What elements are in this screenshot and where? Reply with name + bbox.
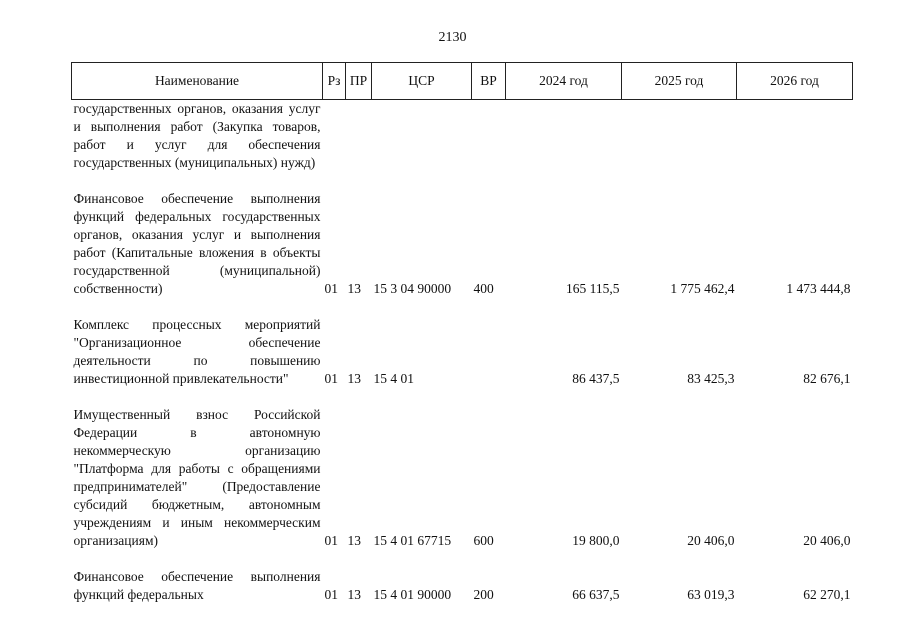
row-name: Финансовое обеспечение выполнения функций федеральных государственных органов, оказания услуг и выполнения работ (Капитальные вложения в объекты государственной (муниципальной) собственности) (73, 191, 321, 296)
row-2024: 165 115,5 (566, 281, 620, 296)
row-vr (472, 316, 506, 388)
row-2026: 82 676,1 (803, 371, 851, 386)
table-row (72, 406, 853, 550)
row-2025: 1 775 462,4 (670, 281, 735, 296)
row-2026: 1 473 444,8 (786, 281, 851, 296)
header-2026: 2026 год (737, 63, 853, 100)
header-2024: 2024 год (506, 63, 622, 100)
row-rz: 01 (324, 587, 338, 602)
table-row (72, 190, 853, 298)
row-2025: 63 019,3 (687, 587, 735, 602)
row-2024: 86 437,5 (572, 371, 620, 386)
row-pr: 13 (347, 281, 361, 296)
row-2024: 19 800,0 (572, 533, 620, 548)
row-rz: 01 (324, 533, 338, 548)
header-vr: ВР (472, 63, 506, 100)
row-name: Имущественный взнос Российской Федерации в автономную некоммерческую организацию "Платформа для работы с обращениями предпринимателей" (Предоставление субсидий бюджетным, автономным учреждениям и иным некоммерческим организациям) (73, 407, 321, 548)
row-2026: 62 270,1 (803, 587, 851, 602)
row-vr: 600 (473, 533, 494, 548)
row-2026: 20 406,0 (803, 533, 851, 548)
row-spacer (72, 388, 853, 406)
header-2025: 2025 год (622, 63, 737, 100)
table-row (72, 568, 853, 604)
table-row (72, 100, 853, 173)
row-2024: 66 637,5 (572, 587, 620, 602)
row-name: Финансовое обеспечение выполнения функций федеральных (73, 569, 321, 602)
row-vr: 400 (473, 281, 494, 296)
row-vr (472, 100, 506, 173)
row-2025: 20 406,0 (687, 533, 735, 548)
row-vr: 200 (473, 587, 494, 602)
row-2025 (622, 100, 737, 173)
header-rz: Рз (323, 63, 346, 100)
header-csr: ЦСР (372, 63, 472, 100)
budget-table (71, 62, 853, 604)
table-row (72, 316, 853, 388)
row-csr: 15 3 04 90000 (373, 281, 452, 296)
row-spacer (72, 550, 853, 568)
row-csr: 15 4 01 67715 (373, 533, 452, 548)
header-pr: ПР (346, 63, 372, 100)
row-csr: 15 4 01 90000 (373, 587, 452, 602)
row-pr: 13 (347, 587, 361, 602)
header-name: Наименование (72, 63, 323, 100)
table-header-row (72, 63, 853, 100)
row-csr: 15 4 01 (373, 371, 414, 386)
row-2025: 83 425,3 (687, 371, 735, 386)
row-rz: 01 (324, 371, 338, 386)
row-spacer (72, 172, 853, 190)
row-name: государственных органов, оказания услуг и выполнения работ (Закупка товаров, работ и услуг для обеспечения государственных (муниципальных) нужд) (73, 101, 321, 170)
row-pr: 13 (347, 371, 361, 386)
row-pr (346, 100, 372, 173)
row-2026 (737, 100, 853, 173)
row-rz: 01 (324, 281, 338, 296)
row-spacer (72, 298, 853, 316)
row-csr (372, 100, 472, 173)
page-number: 2130 (438, 30, 467, 45)
row-rz (323, 100, 346, 173)
row-2024 (506, 100, 622, 173)
row-pr: 13 (347, 533, 361, 548)
row-name: Комплекс процессных мероприятий "Организационное обеспечение деятельности по повышению инвестиционной привлекательности" (73, 317, 321, 386)
